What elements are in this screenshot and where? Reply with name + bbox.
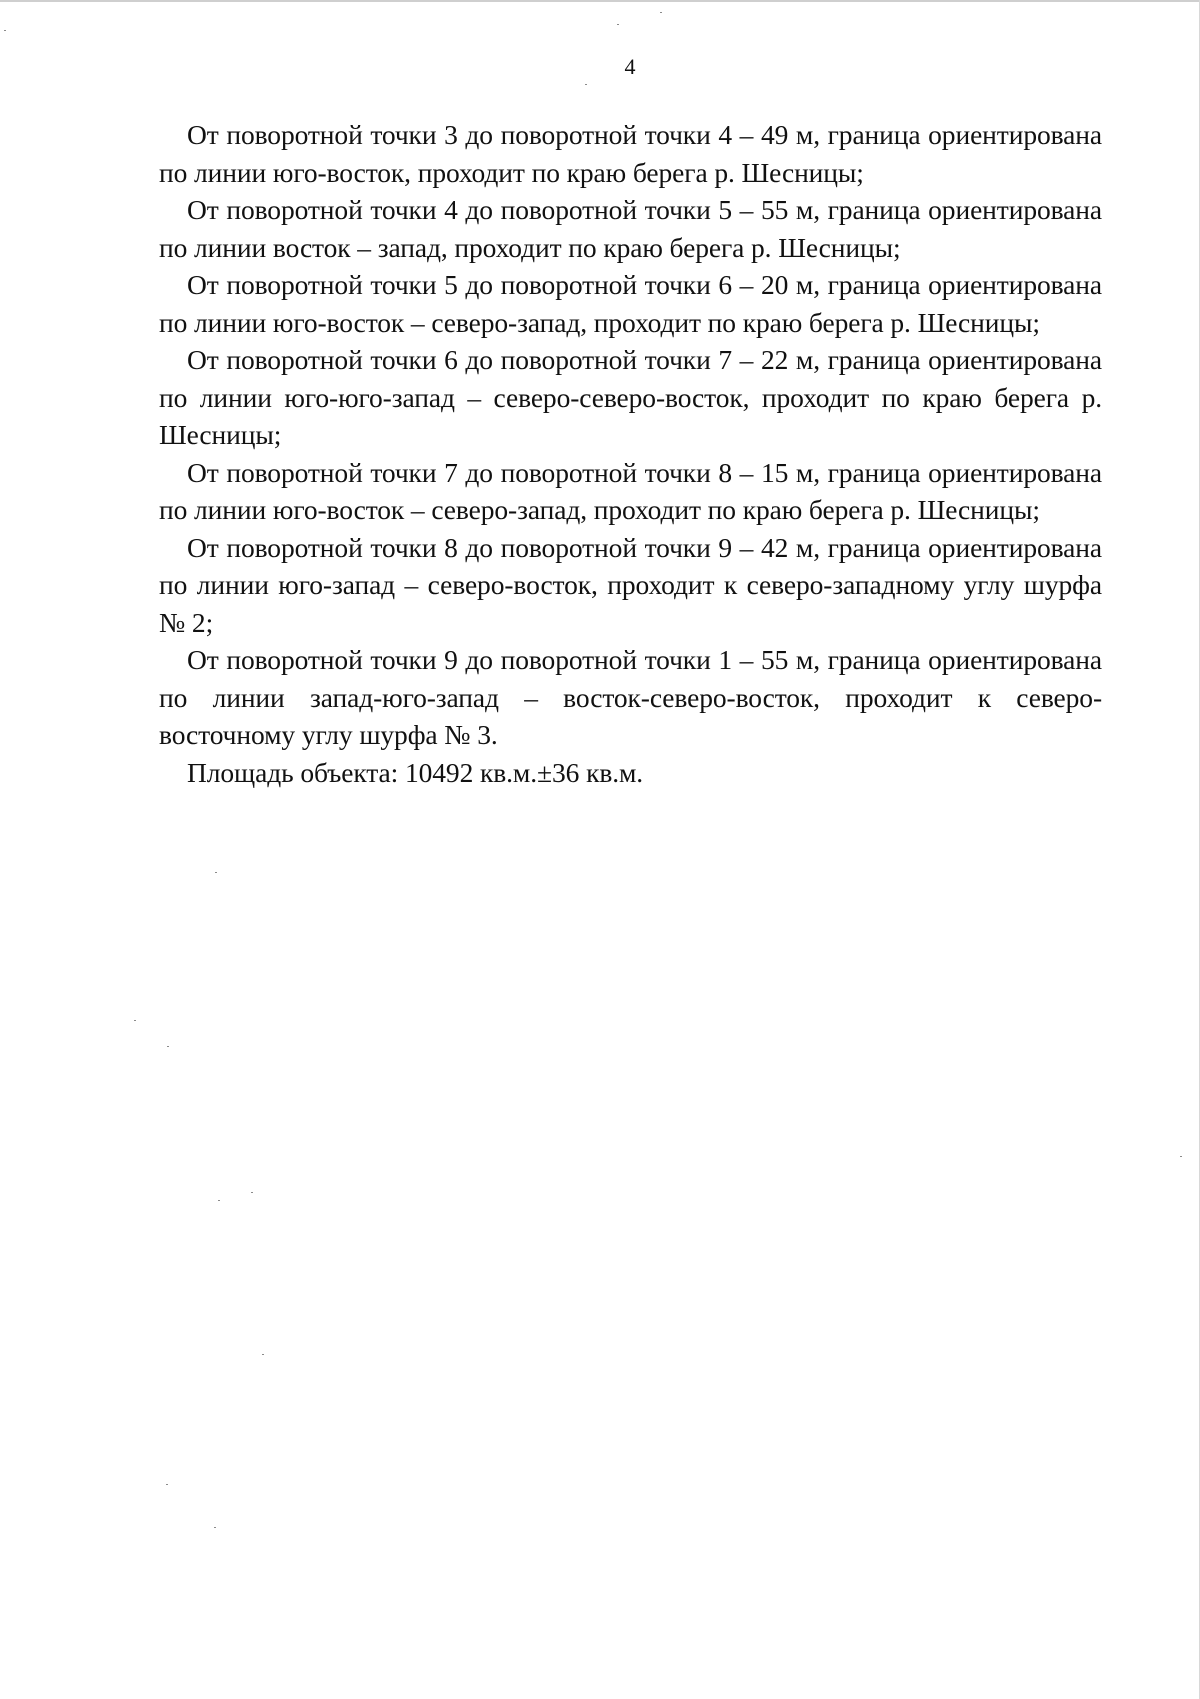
boundary-paragraph-4-5: От поворотной точки 4 до поворотной точки 5 – 55 м, граница ориентирована по линии восток – запад, проходит по краю берега р. Шесницы; [159,194,1102,263]
scan-speck [585,84,587,85]
scan-speck [1180,1156,1182,1157]
boundary-paragraph-8-9: От поворотной точки 8 до поворотной точки 9 – 42 м, граница ориентирована по линии юго-запад – северо-восток, проходит к северо-западному углу шурфа № 2; [159,531,1102,638]
scan-speck [617,24,619,25]
scan-speck [166,1484,168,1485]
scan-speck [4,30,6,31]
scan-speck [218,1200,220,1201]
scan-speck [167,1046,169,1047]
object-area: Площадь объекта: 10492 кв.м.±36 кв.м. [187,756,644,788]
page-number: 4 [624,54,636,79]
scan-speck [215,872,217,873]
scan-top-edge [0,0,1200,2]
scan-speck [262,1354,264,1355]
scan-speck [660,12,662,13]
scan-speck [214,1527,216,1528]
boundary-paragraph-5-6: От поворотной точки 5 до поворотной точки 6 – 20 м, граница ориентирована по линии юго-восток – северо-запад, проходит по краю берега р. Шесницы; [159,269,1102,338]
boundary-paragraph-7-8: От поворотной точки 7 до поворотной точки 8 – 15 м, граница ориентирована по линии юго-восток – северо-запад, проходит по краю берега р. Шесницы; [159,456,1102,525]
boundary-paragraph-6-7: От поворотной точки 6 до поворотной точки 7 – 22 м, граница ориентирована по линии юго-юго-запад – северо-северо-восток, проходит по краю берега р. Шесницы; [159,344,1102,450]
scan-speck [251,1192,253,1193]
scan-speck [134,1020,136,1021]
document-body [159,116,1102,791]
boundary-paragraph-9-1: От поворотной точки 9 до поворотной точки 1 – 55 м, граница ориентирована по линии запад-юго-запад – восток-северо-восток, проходит к северо-восточному углу шурфа № 3. [159,644,1102,750]
boundary-paragraph-3-4: От поворотной точки 3 до поворотной точки 4 – 49 м, граница ориентирована по линии юго-восток, проходит по краю берега р. Шесницы; [159,119,1102,188]
